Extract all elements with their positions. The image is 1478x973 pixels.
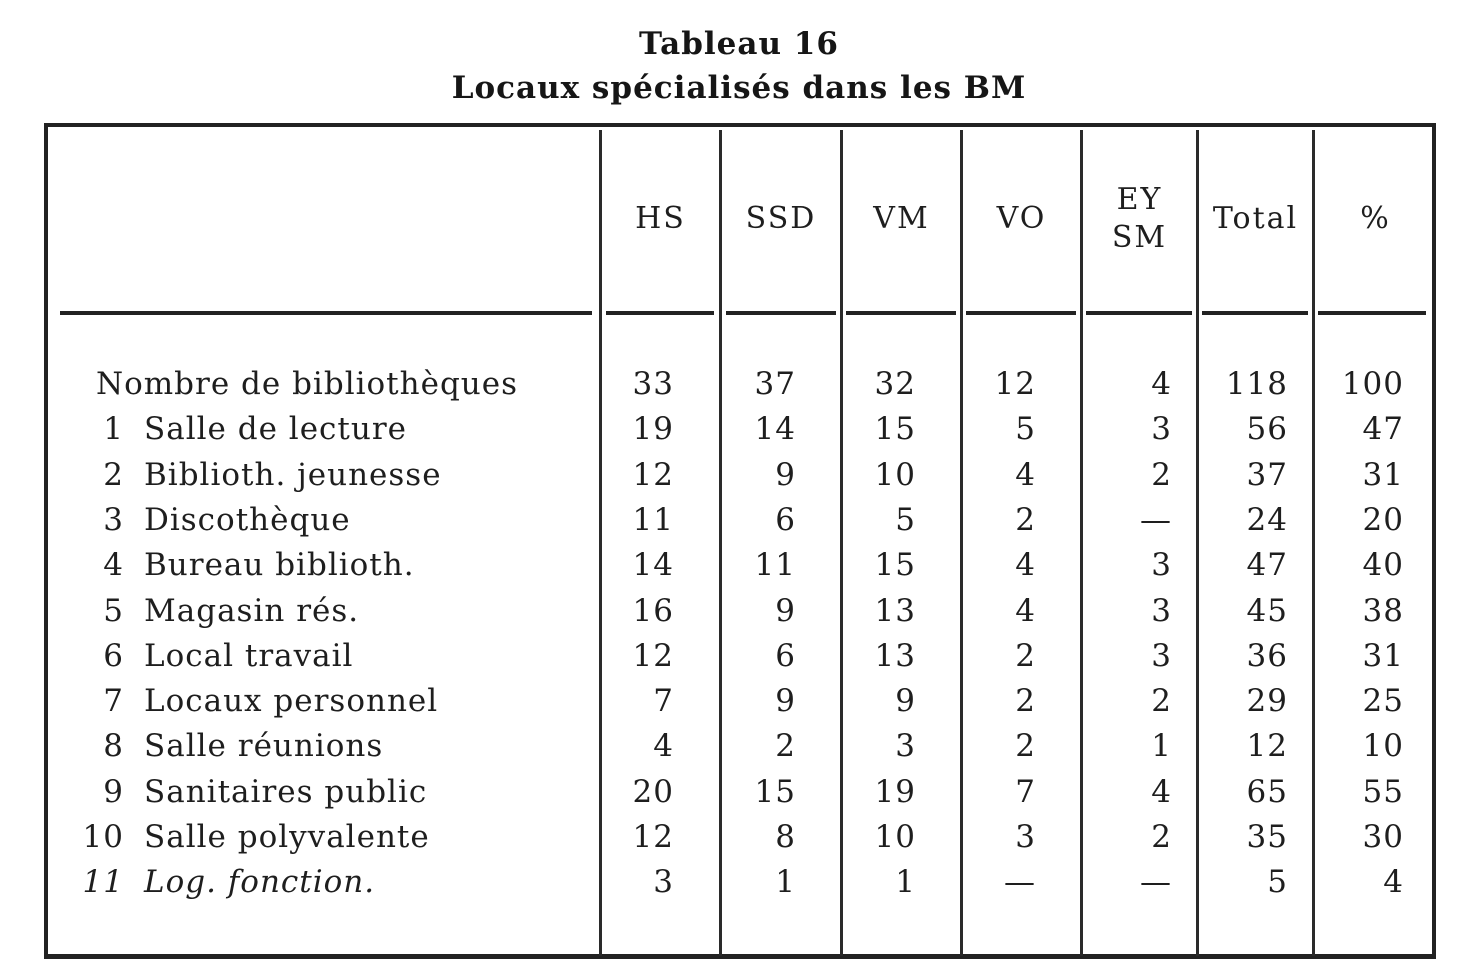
table-cell: 24 <box>1246 501 1288 538</box>
table-cell: 13 <box>874 592 916 629</box>
row-index: 5 <box>103 592 124 629</box>
table-cell: 2 <box>1015 683 1036 720</box>
column-header-label: VO <box>996 201 1047 236</box>
column-header-label: VM <box>873 201 930 236</box>
table-cell: 65 <box>1246 773 1288 810</box>
row-index: 7 <box>103 683 124 720</box>
table-cell: 15 <box>754 773 796 810</box>
table-cell: 5 <box>895 501 916 538</box>
row-label <box>78 634 598 679</box>
row-label-text: Sanitaires public <box>144 773 428 810</box>
table-cell: 9 <box>895 683 916 720</box>
table-subtitle: Locaux spécialisés dans les BM <box>451 70 1027 106</box>
table-cell: 37 <box>754 366 796 402</box>
table-cell: 15 <box>874 547 916 584</box>
table-cell: 4 <box>1015 547 1036 584</box>
column-header-label: HS <box>635 201 686 236</box>
table-cell: 10 <box>874 819 916 855</box>
table-cell: 10 <box>1362 728 1404 765</box>
table-cell: 3 <box>653 864 674 901</box>
table-cell: 3 <box>1015 819 1036 855</box>
table-row <box>0 860 1478 905</box>
row-index: 8 <box>103 728 124 765</box>
row-label-text: Discothèque <box>144 501 351 538</box>
row-index: 3 <box>103 501 124 538</box>
column-header-label: EY SM <box>1111 182 1168 255</box>
table-cell: 4 <box>1015 456 1036 493</box>
table-cell: 4 <box>1151 366 1172 402</box>
table-row <box>0 724 1478 769</box>
table-cell: 38 <box>1362 592 1404 629</box>
row-label-text: Magasin rés. <box>144 592 360 629</box>
table-cell: 1 <box>895 864 916 901</box>
table-cell: 11 <box>632 501 674 538</box>
table-cell: 20 <box>632 773 674 810</box>
table-cell: 4 <box>1151 773 1172 810</box>
row-label <box>96 362 616 407</box>
column-header <box>1315 160 1436 278</box>
table-title: Tableau 16 <box>639 26 839 62</box>
column-header-label: SSD <box>745 201 817 236</box>
row-index: 9 <box>103 773 124 810</box>
table-row <box>0 453 1478 498</box>
table-row <box>0 362 1478 407</box>
row-index: 6 <box>103 637 124 674</box>
row-index: 2 <box>103 456 124 493</box>
table-cell: 32 <box>874 366 916 402</box>
row-index: 1 <box>103 411 124 448</box>
table-cell: 5 <box>1267 864 1288 901</box>
table-cell: — <box>1140 501 1172 538</box>
table-cell: 5 <box>1015 411 1036 448</box>
row-label <box>78 724 598 769</box>
row-label-text: Locaux personnel <box>144 683 439 720</box>
table-cell: 4 <box>1383 864 1404 901</box>
table-cell: 12 <box>1246 728 1288 765</box>
row-label <box>78 770 598 815</box>
table-cell: 118 <box>1225 366 1288 402</box>
table-cell: 19 <box>874 773 916 810</box>
table-cell: 11 <box>754 547 796 584</box>
table-row <box>0 498 1478 543</box>
row-label-text: Log. fonction. <box>144 864 376 901</box>
table-cell: 55 <box>1362 773 1404 810</box>
table-cell: 9 <box>775 592 796 629</box>
table-cell: 2 <box>1151 456 1172 493</box>
table-cell: 12 <box>632 456 674 493</box>
table-cell: 4 <box>1015 592 1036 629</box>
table-cell: — <box>1004 864 1036 901</box>
table-cell: 3 <box>1151 592 1172 629</box>
column-header <box>602 160 719 278</box>
table-cell: 56 <box>1246 411 1288 448</box>
table-cell: 20 <box>1362 501 1404 538</box>
row-label-text: Salle réunions <box>144 728 384 765</box>
row-label-text: Biblioth. jeunesse <box>144 456 442 493</box>
table-row <box>0 543 1478 588</box>
row-label <box>78 815 598 860</box>
column-header <box>843 160 960 278</box>
row-label-text: Local travail <box>144 637 354 674</box>
header-rule <box>1318 311 1426 315</box>
row-label <box>78 453 598 498</box>
column-header <box>722 160 840 278</box>
row-label-text: Nombre de bibliothèques <box>96 366 519 402</box>
table-cell: 2 <box>1015 728 1036 765</box>
table-cell: 36 <box>1246 637 1288 674</box>
table-cell: 47 <box>1246 547 1288 584</box>
column-header-label: Total <box>1212 201 1299 236</box>
header-rule <box>606 311 714 315</box>
table-cell: 4 <box>653 728 674 765</box>
row-label-text: Salle polyvalente <box>144 819 430 855</box>
table-cell: 29 <box>1246 683 1288 720</box>
row-label-text: Bureau biblioth. <box>144 547 415 584</box>
table-cell: — <box>1140 864 1172 901</box>
row-label-text: Salle de lecture <box>144 411 408 448</box>
table-cell: 47 <box>1362 411 1404 448</box>
table-cell: 45 <box>1246 592 1288 629</box>
table-row <box>0 634 1478 679</box>
row-label <box>78 860 598 905</box>
table-cell: 8 <box>775 819 796 855</box>
header-rule <box>726 311 836 315</box>
row-label <box>78 679 598 724</box>
table-cell: 31 <box>1362 637 1404 674</box>
table-cell: 30 <box>1362 819 1404 855</box>
table-cell: 3 <box>1151 547 1172 584</box>
table-cell: 3 <box>895 728 916 765</box>
table-cell: 33 <box>632 366 674 402</box>
table-cell: 2 <box>1015 501 1036 538</box>
column-header-label: % <box>1360 201 1391 236</box>
row-label <box>78 498 598 543</box>
row-label <box>78 407 598 452</box>
table-cell: 2 <box>775 728 796 765</box>
row-index: 10 <box>82 819 124 855</box>
table-row <box>0 407 1478 452</box>
table-cell: 9 <box>775 683 796 720</box>
table-cell: 40 <box>1362 547 1404 584</box>
table-caption <box>0 22 1478 110</box>
table-cell: 100 <box>1341 366 1404 402</box>
table-cell: 2 <box>1151 683 1172 720</box>
table-cell: 14 <box>754 411 796 448</box>
table-cell: 31 <box>1362 456 1404 493</box>
table-cell: 13 <box>874 637 916 674</box>
table-cell: 2 <box>1151 819 1172 855</box>
table-cell: 2 <box>1015 637 1036 674</box>
table-cell: 12 <box>632 637 674 674</box>
row-label <box>78 589 598 634</box>
table-cell: 16 <box>632 592 674 629</box>
table-cell: 7 <box>1015 773 1036 810</box>
table-cell: 3 <box>1151 411 1172 448</box>
table-cell: 37 <box>1246 456 1288 493</box>
table-cell: 19 <box>632 411 674 448</box>
table-cell: 10 <box>874 456 916 493</box>
table-cell: 1 <box>775 864 796 901</box>
table-cell: 12 <box>994 366 1036 402</box>
table-row <box>0 815 1478 860</box>
table-row <box>0 679 1478 724</box>
table-cell: 15 <box>874 411 916 448</box>
header-rule <box>846 311 956 315</box>
table-cell: 14 <box>632 547 674 584</box>
column-header <box>1083 160 1196 278</box>
row-label <box>78 543 598 588</box>
table-cell: 3 <box>1151 637 1172 674</box>
header-rule <box>1086 311 1192 315</box>
column-header <box>1199 160 1312 278</box>
table-cell: 9 <box>775 456 796 493</box>
row-index: 4 <box>103 547 124 584</box>
table-cell: 12 <box>632 819 674 855</box>
column-header <box>963 160 1080 278</box>
table-row <box>0 589 1478 634</box>
table-cell: 25 <box>1362 683 1404 720</box>
table-cell: 1 <box>1151 728 1172 765</box>
row-index: 11 <box>82 864 124 901</box>
header-rule <box>1202 311 1308 315</box>
table-row <box>0 770 1478 815</box>
header-rule <box>60 311 592 315</box>
table-cell: 6 <box>775 637 796 674</box>
table-cell: 7 <box>653 683 674 720</box>
table-cell: 6 <box>775 501 796 538</box>
table-cell: 35 <box>1246 819 1288 855</box>
header-rule <box>966 311 1076 315</box>
